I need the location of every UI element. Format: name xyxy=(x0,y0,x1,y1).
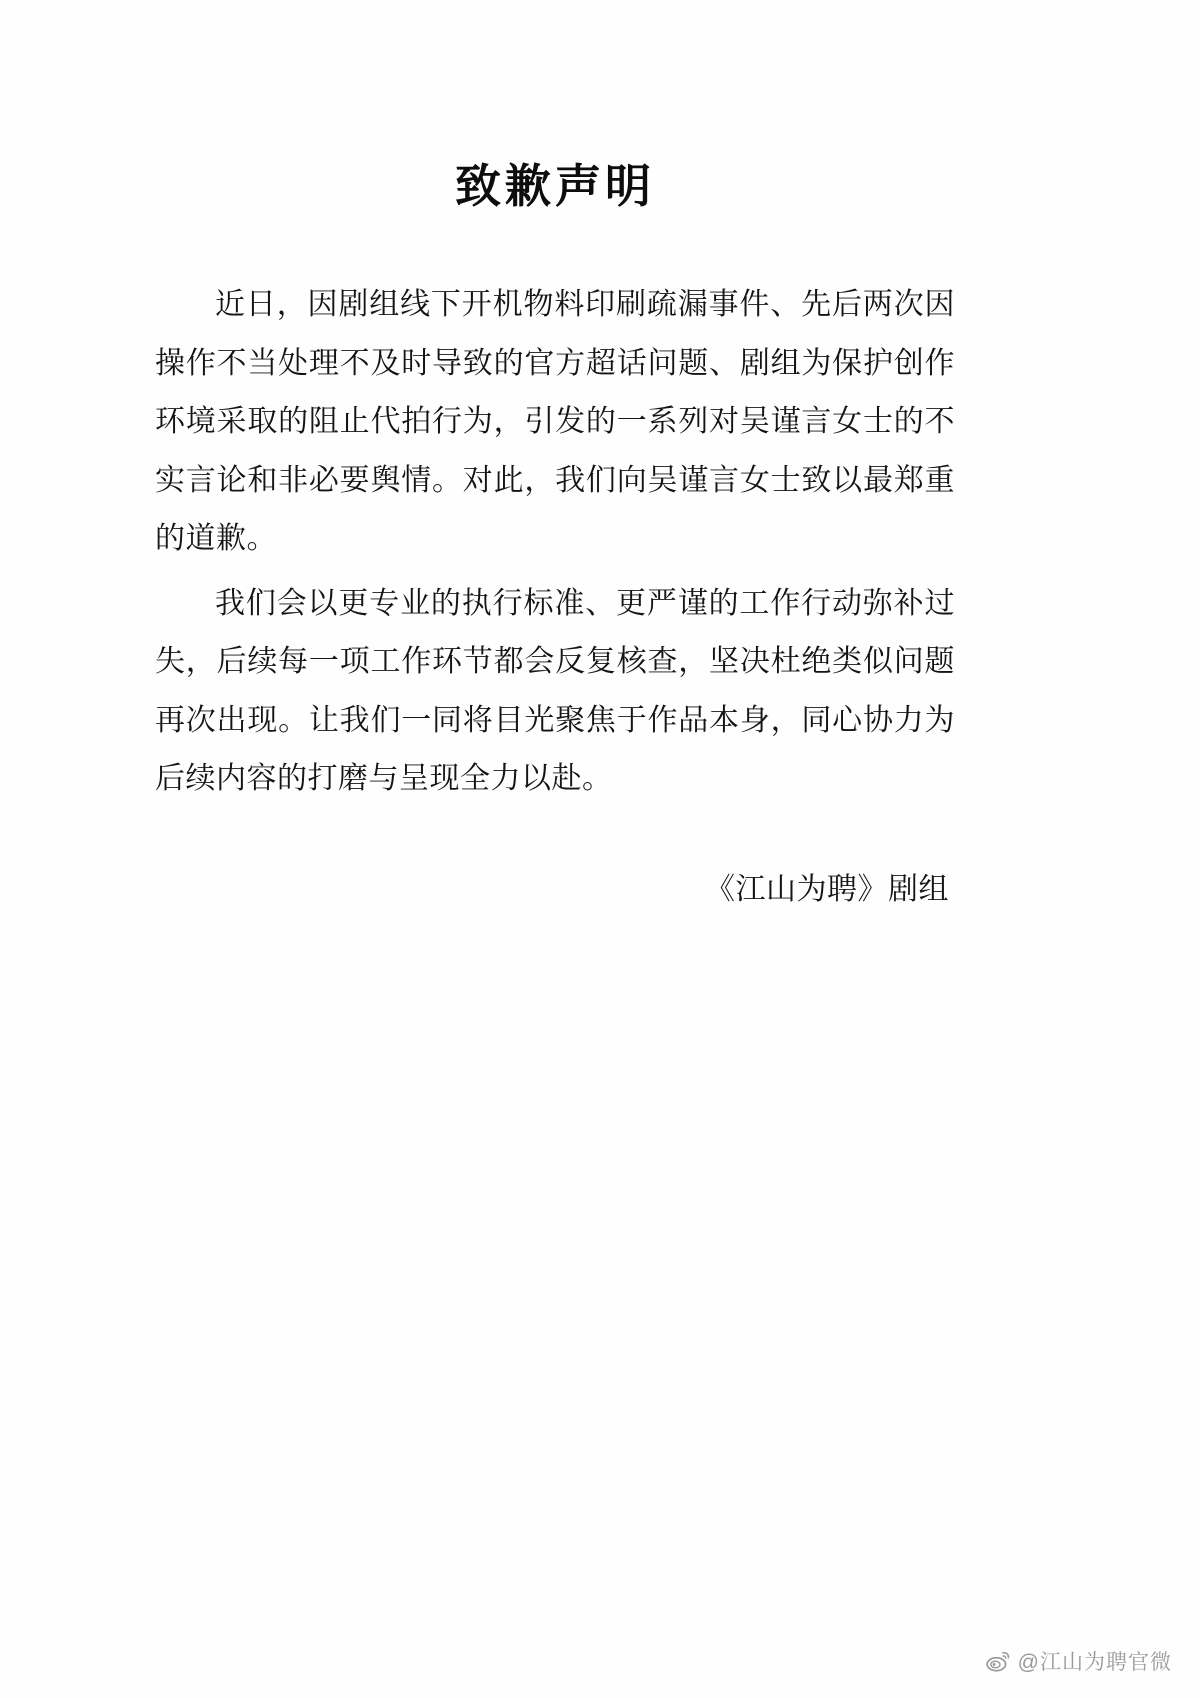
weibo-icon xyxy=(985,1648,1011,1674)
statement-paragraph-2: 我们会以更专业的执行标准、更严谨的工作行动弥补过失，后续每一项工作环节都会反复核查，坚决杜绝类似问题再次出现。让我们一同将目光聚焦于作品本身，同心协力为后续内容的打磨与呈现全力以赴。 xyxy=(155,585,955,796)
watermark xyxy=(985,1646,1172,1676)
watermark-text: @江山为聘官微 xyxy=(1017,1651,1172,1674)
statement-body xyxy=(155,150,955,919)
page-title: 致歉声明 xyxy=(455,159,655,213)
statement-paragraph-1: 近日，因剧组线下开机物料印刷疏漏事件、先后两次因操作不当处理不及时导致的官方超话问题、剧组为保护创作环境采取的阻止代拍行为，引发的一系列对吴谨言女士的不实言论和非必要舆情。对此，我们向吴谨言女士致以最郑重的道歉。 xyxy=(155,287,955,556)
signature-line: 《江山为聘》剧组 xyxy=(705,871,949,907)
